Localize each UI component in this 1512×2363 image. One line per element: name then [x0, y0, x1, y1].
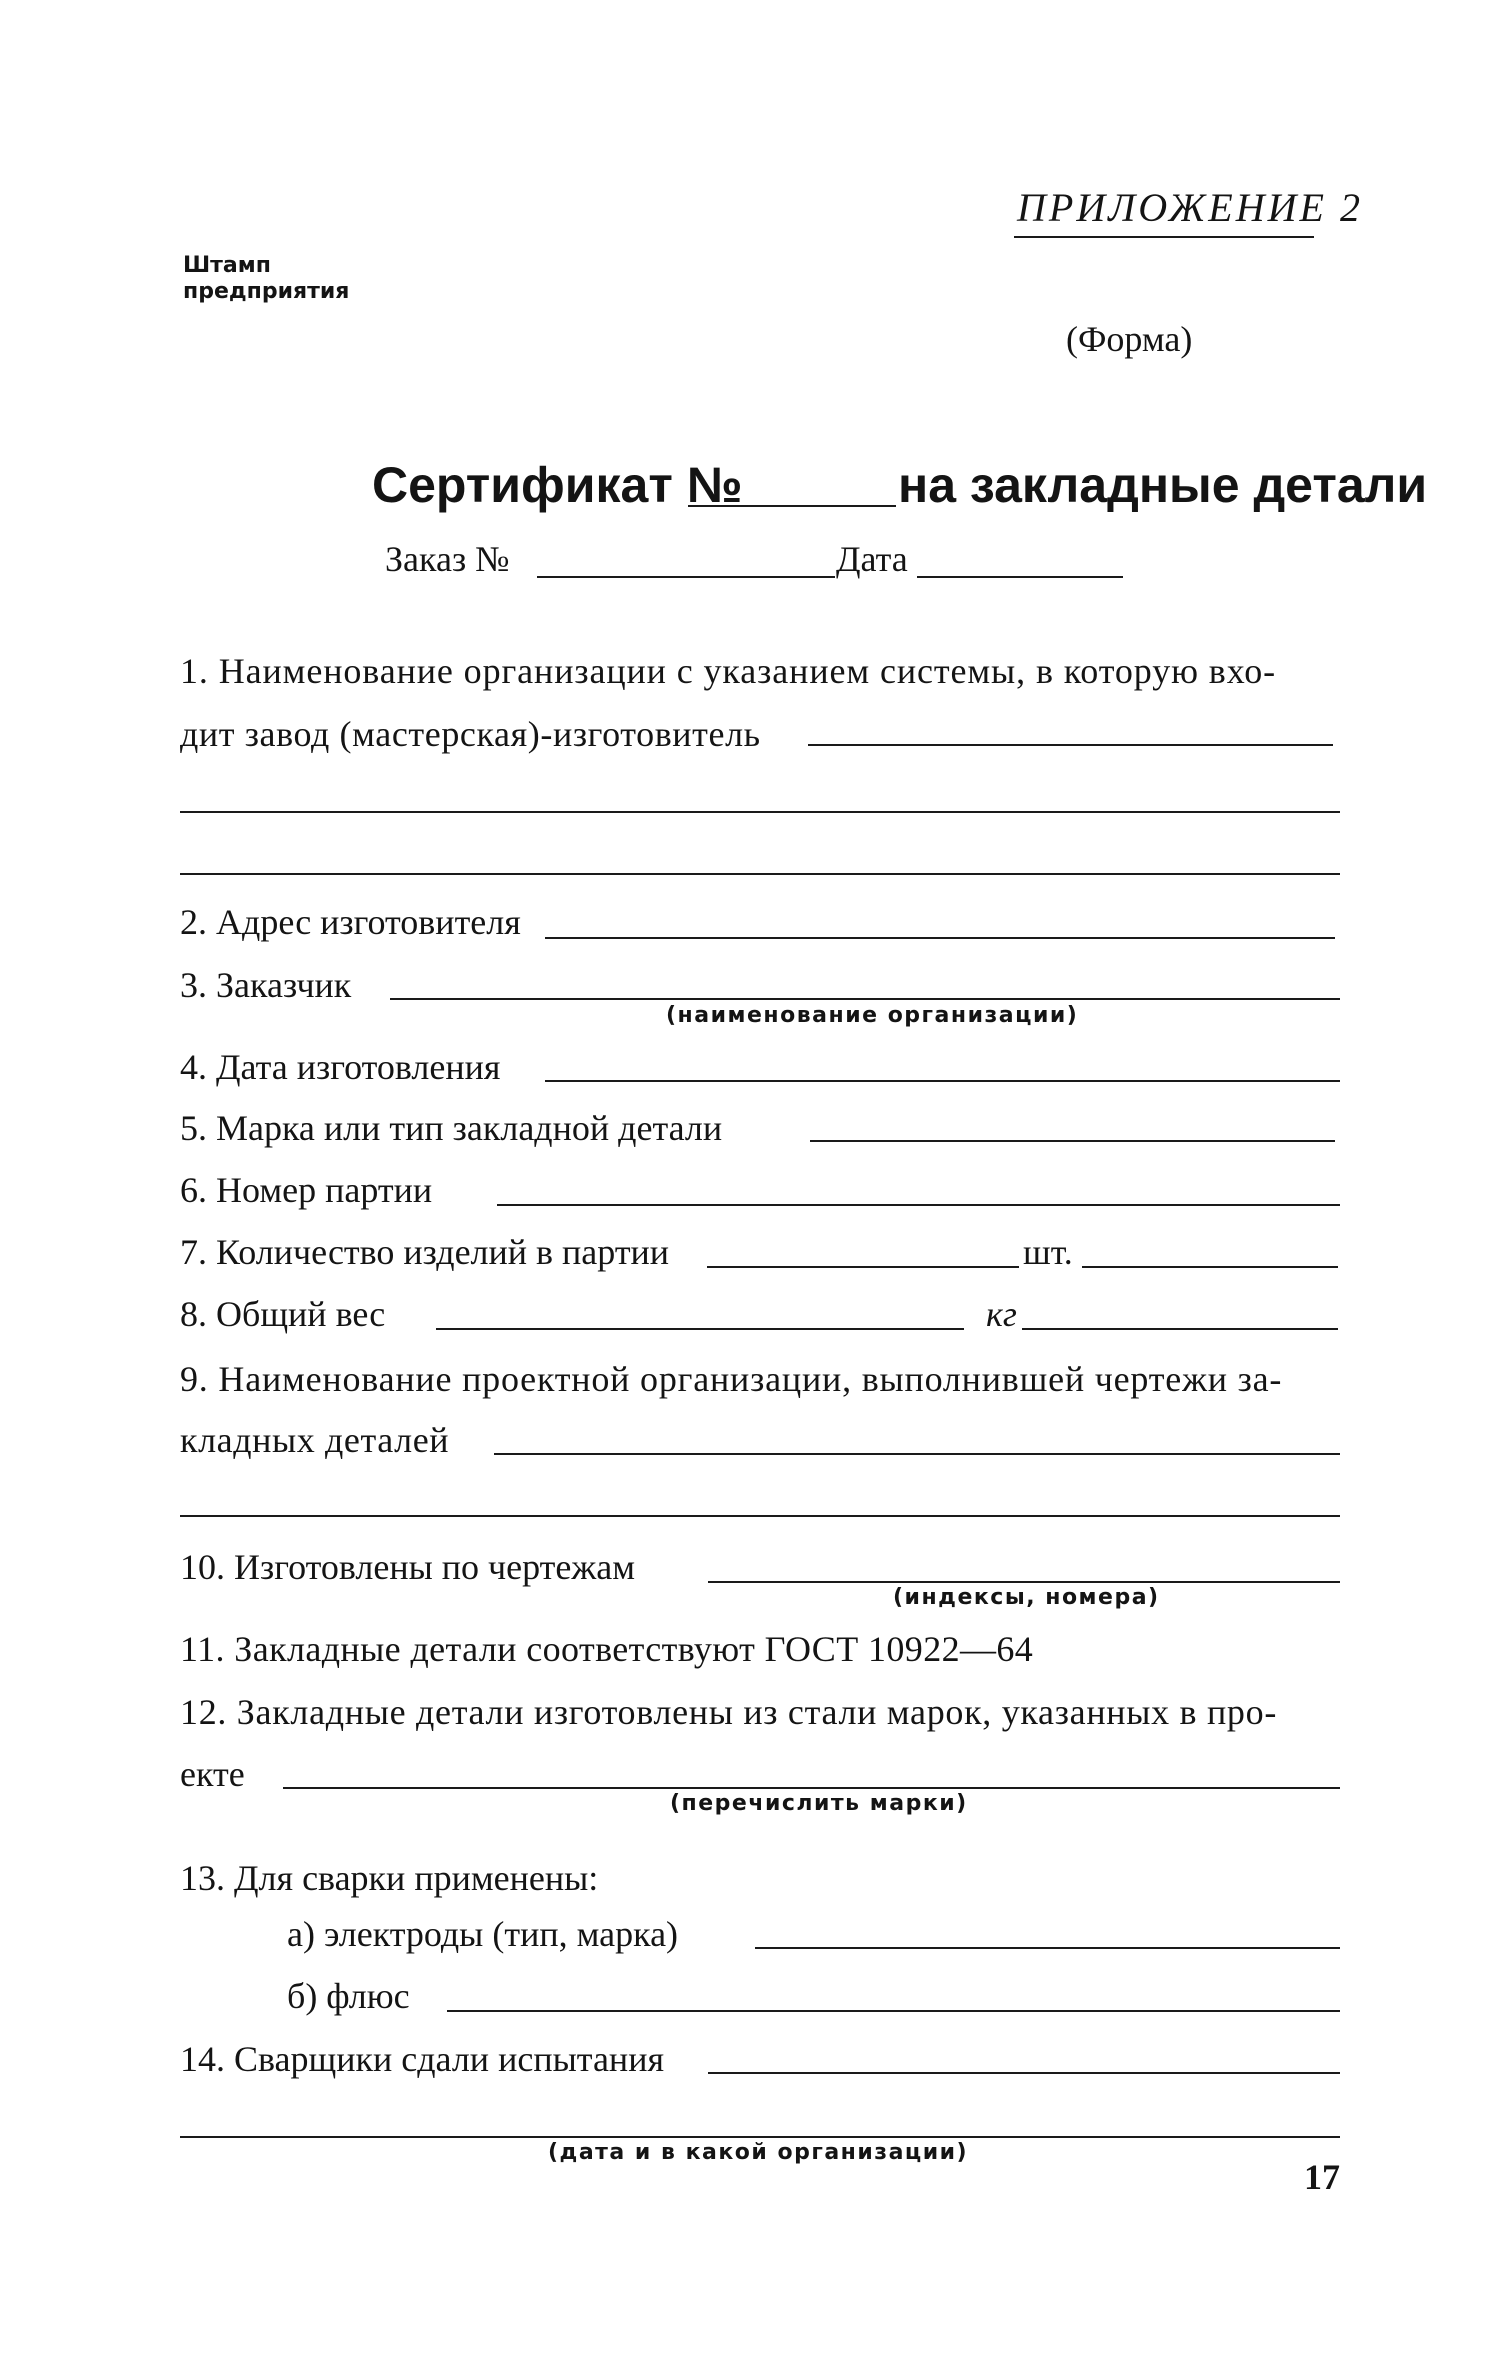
field-4-label: 4. Дата изготовления	[180, 1047, 501, 1087]
field-8-weight-line[interactable]	[436, 1328, 964, 1330]
field-5-line[interactable]	[810, 1140, 1335, 1142]
order-date-label: Дата	[836, 539, 908, 579]
field-2-line[interactable]	[545, 937, 1335, 939]
field-14-label: 14. Сварщики сдали испытания	[180, 2039, 665, 2079]
field-12-hint: (перечислить марки)	[670, 1791, 968, 1816]
appendix-underline	[1014, 236, 1314, 238]
field-8-label: 8. Общий вес	[180, 1294, 386, 1334]
field-5-label: 5. Марка или тип закладной детали	[180, 1108, 723, 1148]
field-9-label-cont: кладных деталей	[180, 1420, 450, 1460]
field-10-hint: (индексы, номера)	[893, 1585, 1160, 1610]
field-13a-line[interactable]	[755, 1947, 1340, 1949]
field-14-line-2[interactable]	[180, 2136, 1340, 2138]
field-14-hint: (дата и в какой организации)	[548, 2140, 969, 2165]
field-3-label: 3. Заказчик	[180, 965, 352, 1005]
field-11-label: 11. Закладные детали соответствуют ГОСТ 10922—64	[180, 1629, 1034, 1669]
field-6-label: 6. Номер партии	[180, 1170, 433, 1210]
field-13b-line[interactable]	[447, 2010, 1340, 2012]
appendix-label: ПРИЛОЖЕНИЕ 2	[1017, 185, 1363, 230]
field-12-label-cont: екте	[180, 1754, 245, 1794]
field-12-line[interactable]	[283, 1787, 1340, 1789]
field-13-label: 13. Для сварки применены:	[180, 1858, 599, 1898]
field-6-line[interactable]	[497, 1204, 1340, 1206]
field-2-label: 2. Адрес изготовителя	[180, 902, 521, 942]
field-7-label: 7. Количество изделий в партии	[180, 1232, 670, 1272]
field-12-label: 12. Закладные детали изготовлены из стали марок, указанных в про-	[180, 1692, 1278, 1732]
field-13a-label: а) электроды (тип, марка)	[287, 1914, 679, 1954]
order-number-label: Заказ №	[385, 539, 510, 579]
certificate-title: Сертификат №	[372, 457, 743, 513]
field-9-line[interactable]	[494, 1453, 1340, 1455]
field-10-line[interactable]	[708, 1581, 1340, 1583]
field-1-label-cont: дит завод (мастерская)-изготовитель	[180, 714, 761, 754]
field-9-label: 9. Наименование проектной организации, выполнившей чертежи за-	[180, 1359, 1283, 1399]
field-3-line[interactable]	[390, 998, 1340, 1000]
certificate-number-line[interactable]	[688, 505, 896, 507]
field-7-unit: шт.	[1023, 1232, 1073, 1272]
field-3-hint: (наименование организации)	[666, 1003, 1079, 1028]
stamp-label-line1: Штамп	[183, 253, 271, 278]
field-10-label: 10. Изготовлены по чертежам	[180, 1547, 636, 1587]
stamp-label-line2: предприятия	[183, 279, 350, 304]
order-date-line[interactable]	[917, 576, 1123, 578]
form-label: (Форма)	[1066, 319, 1193, 359]
field-8-unit: кг	[986, 1294, 1017, 1334]
field-14-line[interactable]	[708, 2072, 1340, 2074]
field-1-label: 1. Наименование организации с указанием системы, в которую вхо-	[180, 651, 1277, 691]
page-number: 17	[1304, 2157, 1340, 2197]
field-4-line[interactable]	[545, 1080, 1340, 1082]
field-1-line-3[interactable]	[180, 873, 1340, 875]
certificate-title-rest: на закладные детали	[898, 457, 1428, 513]
field-1-line[interactable]	[808, 744, 1333, 746]
field-7-quantity-line[interactable]	[707, 1266, 1019, 1268]
order-number-line[interactable]	[537, 576, 835, 578]
field-7-line-2[interactable]	[1082, 1266, 1338, 1268]
field-13b-label: б) флюс	[287, 1976, 410, 2016]
field-8-line-2[interactable]	[1022, 1328, 1338, 1330]
field-9-line-2[interactable]	[180, 1515, 1340, 1517]
field-1-line-2[interactable]	[180, 811, 1340, 813]
